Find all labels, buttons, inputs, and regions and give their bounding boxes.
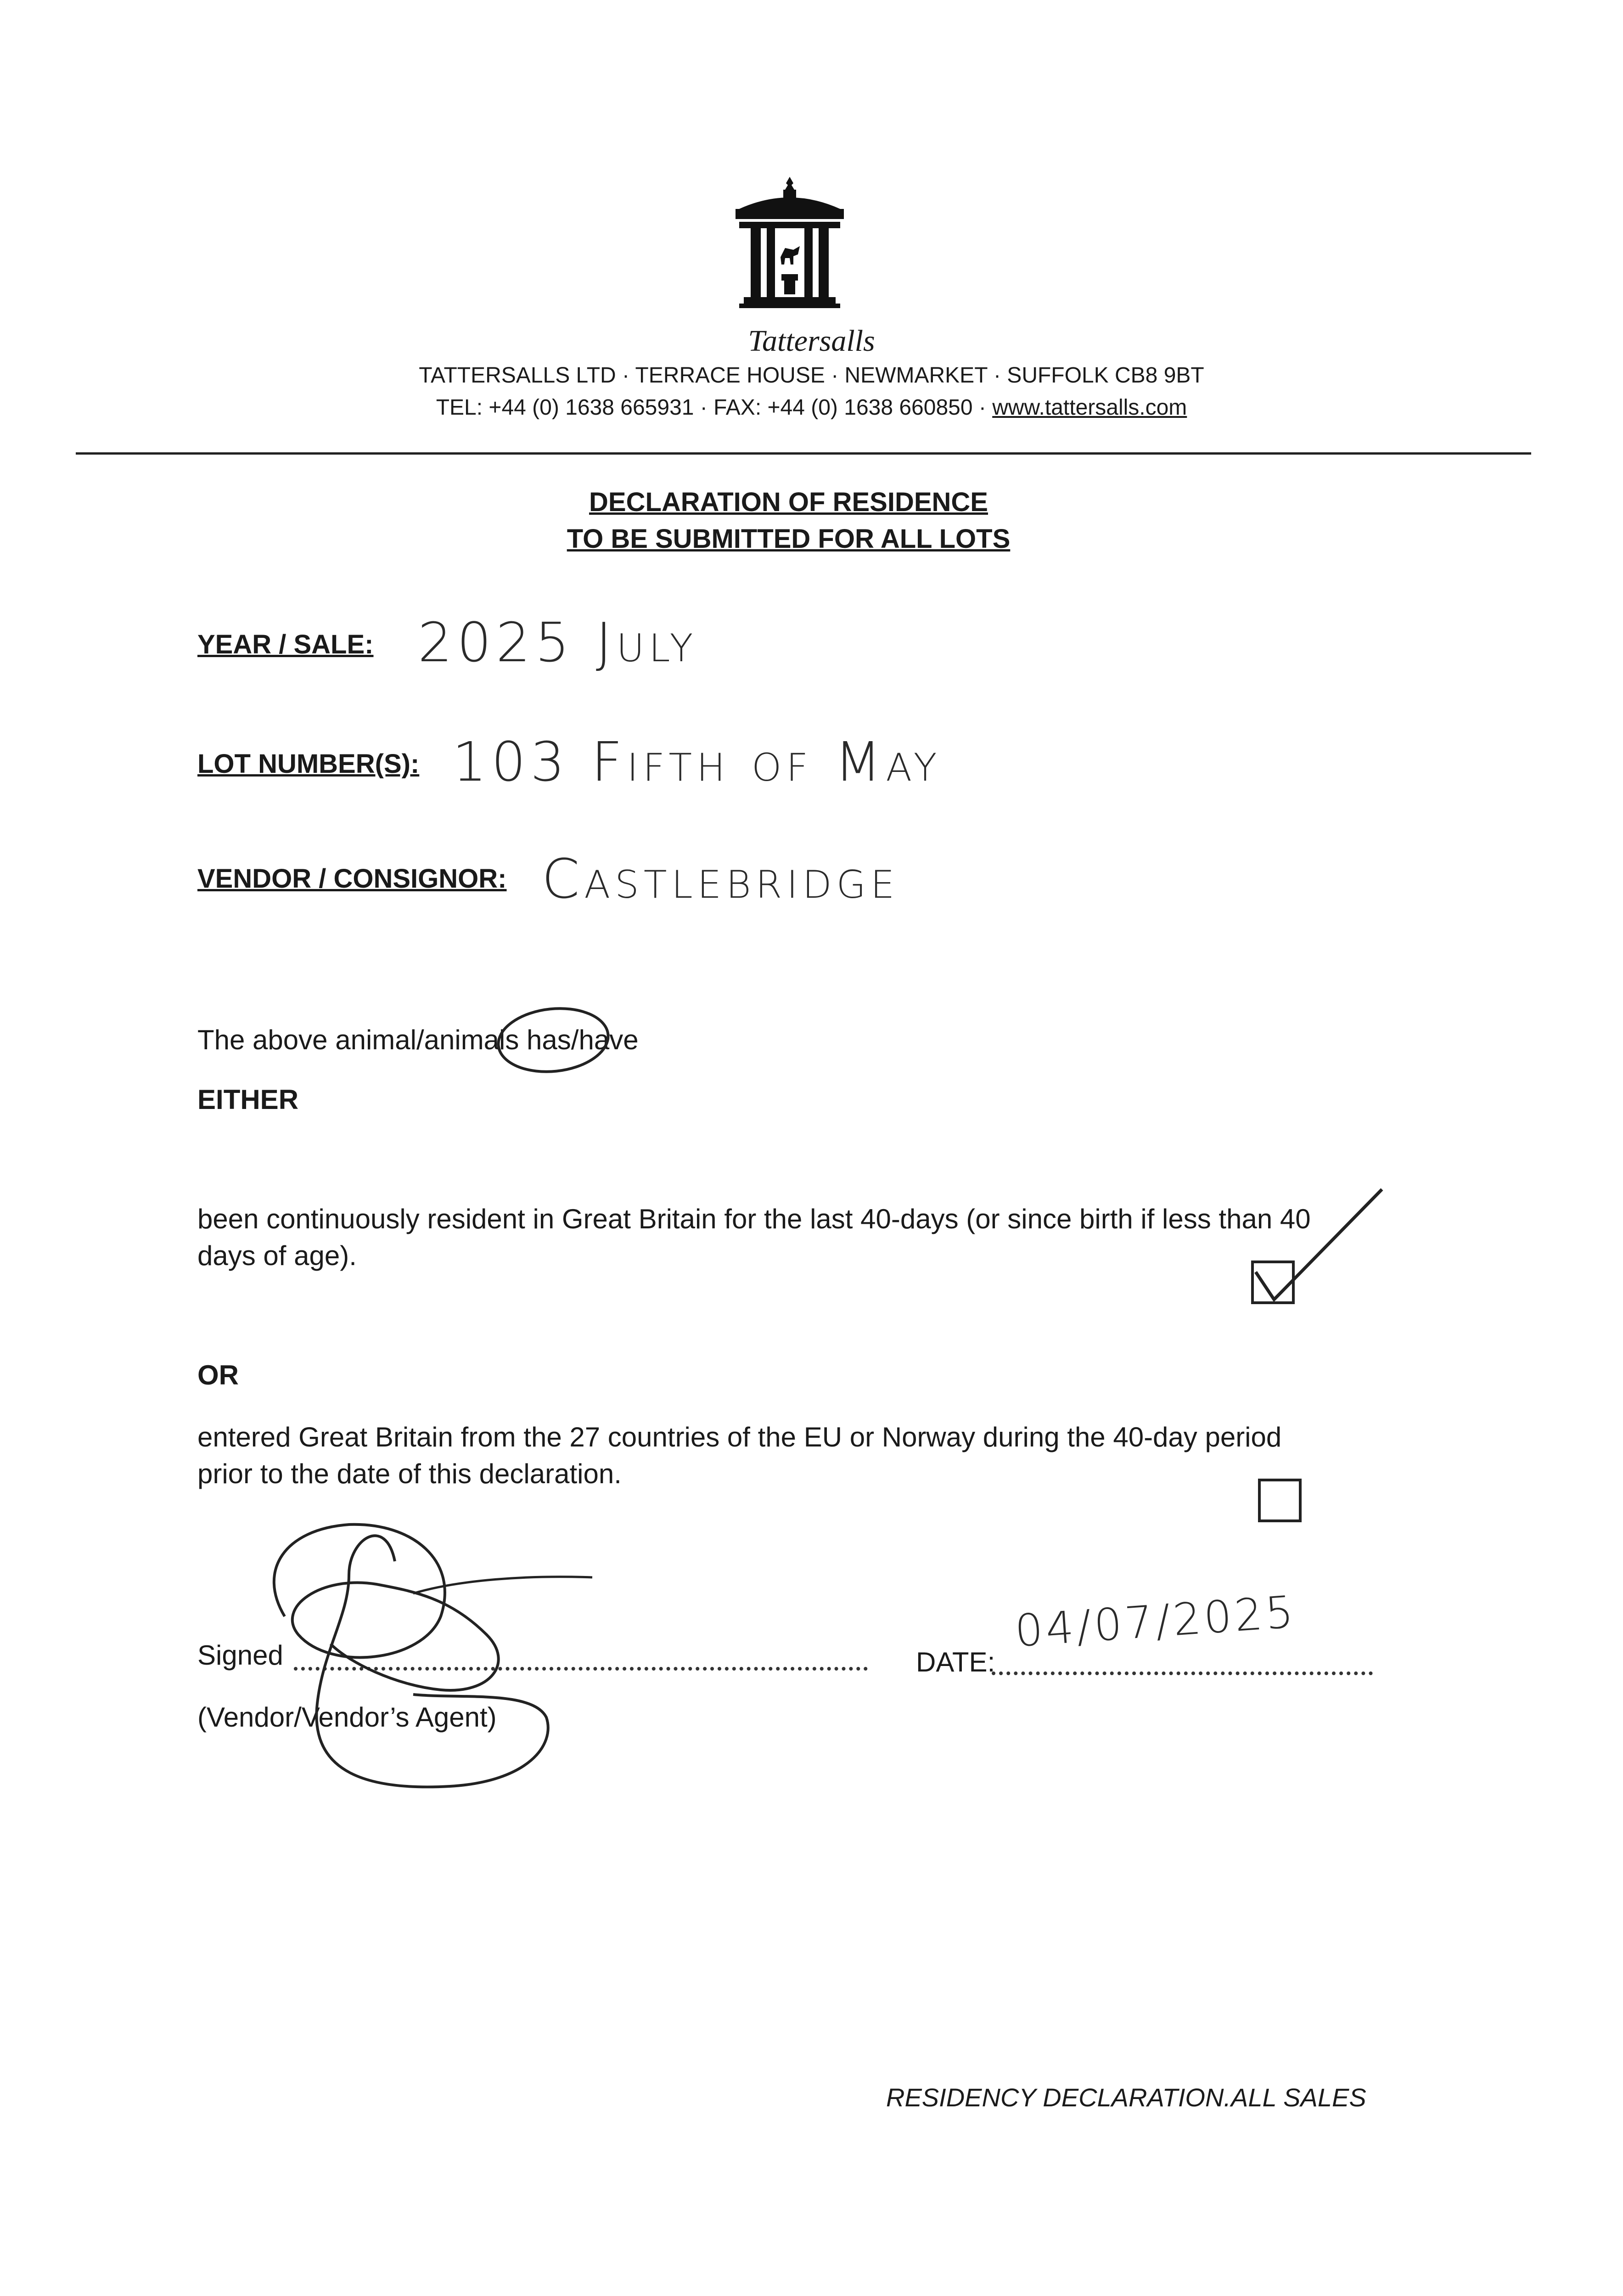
date-label: DATE:	[916, 1647, 995, 1677]
date-value[interactable]: 04/07/2025	[1013, 1586, 1298, 1657]
vendor-label: VENDOR / CONSIGNOR:	[197, 864, 507, 894]
form-reference: RESIDENCY DECLARATION.ALL SALES	[886, 2083, 1366, 2112]
signer-role: (Vendor/Vendor’s Agent)	[197, 1702, 497, 1733]
or-heading: OR	[197, 1360, 239, 1390]
year-sale-label: YEAR / SALE:	[197, 630, 374, 659]
signed-label: Signed	[197, 1640, 283, 1671]
option1-text: been continuously resident in Great Britain for the last 40-days (or since birth if less than 40	[197, 1204, 1311, 1234]
website-link[interactable]: www.tattersalls.com	[992, 395, 1187, 420]
option2-text: entered Great Britain from the 27 countries of the EU or Norway during the 40-day period	[197, 1422, 1282, 1452]
vendor-value[interactable]: Castlebridge	[542, 847, 899, 911]
lot-numbers-label: LOT NUMBER(S):	[197, 749, 420, 779]
statement-intro: The above animal/animals has/have	[197, 1024, 639, 1055]
form-title: DECLARATION OF RESIDENCE	[589, 487, 988, 517]
brand-name: Tattersalls	[748, 324, 875, 358]
signature-scribble	[274, 1525, 499, 1690]
contact-phone-fax: TEL: +44 (0) 1638 665931 · FAX: +44 (0) 1638 660850 ·	[436, 395, 993, 420]
signature-flourish	[413, 1577, 592, 1593]
option1-tick-mark	[1256, 1189, 1382, 1300]
option1-text-cont: days of age).	[197, 1240, 357, 1271]
signature-loop	[316, 1536, 548, 1787]
lot-numbers-value[interactable]: 103 Fifth of May	[452, 730, 942, 793]
form-subtitle: TO BE SUBMITTED FOR ALL LOTS	[567, 524, 1011, 554]
option2-text-cont: prior to the date of this declaration.	[197, 1458, 622, 1489]
year-sale-value[interactable]: 2025 July	[418, 611, 698, 674]
company-address: TATTERSALLS LTD · TERRACE HOUSE · NEWMARKET · SUFFOLK CB8 9BT	[419, 363, 1204, 388]
either-heading: EITHER	[197, 1084, 299, 1115]
has-circle-mark	[495, 1003, 612, 1077]
